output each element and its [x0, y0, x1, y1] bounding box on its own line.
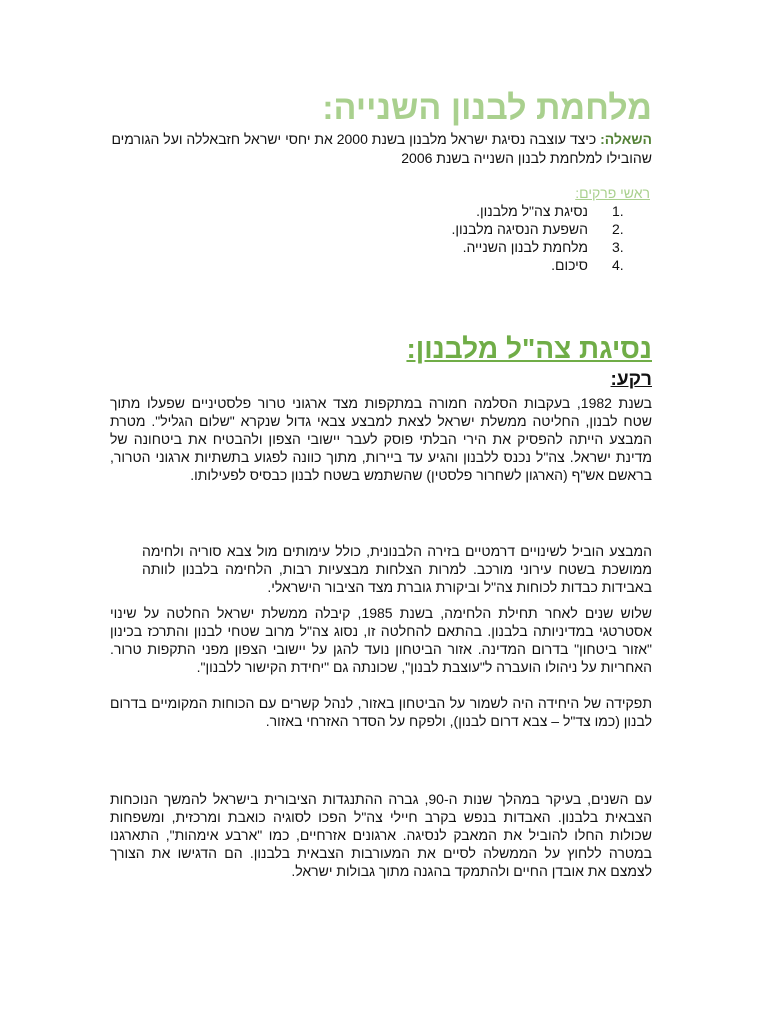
toc-title: ראשי פרקים:: [575, 185, 650, 201]
toc-item-label: סיכום.: [551, 257, 588, 273]
toc-item-number: 2.: [612, 221, 624, 237]
toc-item: [110, 238, 652, 256]
toc-item: [110, 256, 652, 274]
page-title: מלחמת לבנון השנייה:: [322, 89, 652, 127]
subsection-title: רקע:: [610, 369, 652, 390]
question-text: כיצד עוצבה נסיגת ישראל מלבנון בשנת 2000 את יחסי ישראל חזבאללה ועל הגורמים שהובילו למלחמת לבנון השנייה בשנת 2006: [111, 131, 652, 166]
question-label: השאלה:: [600, 131, 652, 147]
paragraph-background: בשנת 1982, בעקבות הסלמה חמורה במתקפות מצד ארגוני טרור פלסטיניים שפעלו מתוך שטח לבנון, החליטה ממשלת ישראל לצאת למבצע צבאי גדול שנקרא "שלום הגליל". מטרת המבצע הייתה להפסיק את הירי הבלתי פוסק לעבר יישובי הצפון ולהבטיח את ביטחונה של מדינת ישראל. צה"ל נכנס ללבנון והגיע עד ביירות, מתוך כוונה לפגוע בתשתיות ארגוני הטרור, בראשם אש"ף (הארגון לשחרור פלסטין) שהשתמש בשטח לבנון כבסיס לפעילותו.: [110, 395, 652, 483]
paragraph-security-zone: שלוש שנים לאחר תחילת הלחימה, בשנת 1985, קיבלה ממשלת ישראל החלטה על שינוי אסטרטגי במדיניותה בלבנון. בהתאם להחלטה זו, נסוג צה"ל מרוב שטחי לבנון והתרכז בכינון "אזור ביטחון" בדרום המדינה. אזור הביטחון נועד להגן על יישובי הצפון מפני התקפות טרור. האחריות על ניהולו הועברה ל"עוצבת לבנון", שכונתה גם "יחידת הקישור ללבנון".: [110, 605, 653, 675]
toc-item: [110, 220, 652, 238]
toc-item-number: 4.: [612, 257, 624, 273]
toc-item: [110, 202, 652, 220]
research-question: [110, 130, 652, 168]
toc-item-label: השפעת הנסיגה מלבנון.: [451, 221, 588, 237]
toc-item-label: מלחמת לבנון השנייה.: [462, 239, 588, 255]
paragraph-public-opposition: עם השנים, בעיקר במהלך שנות ה-90, גברה ההתנגדות הציבורית בישראל להמשך הנוכחות הצבאית בלבנון. האבדות בנפש בקרב חיילי צה"ל הפכו לסוגיה כואבת ומרכזית, ומשפחות שכולות החלו להוביל את המאבק לנסיגה. ארגונים אזרחיים, כמו "ארבע אימהות", התארגנו במטרה ללחוץ על הממשלה לסיים את המעורבות הצבאית בלבנון. הם הדגישו את הצורך לצמצם את אובדן החיים ולהתמקד בהגנה מתוך גבולות ישראל.: [110, 791, 652, 879]
toc-item-label: נסיגת צה"ל מלבנון.: [476, 203, 588, 219]
table-of-contents: [110, 202, 652, 274]
paragraph-unit-role: תפקידה של היחידה היה לשמור על הביטחון באזור, לנהל קשרים עם הכוחות המקומיים בדרום לבנון (כמו צד"ל – צבא דרום לבנון), ולפקח על הסדר האזרחי באזור.: [110, 695, 652, 729]
toc-item-number: 3.: [612, 239, 624, 255]
document-page: [110, 88, 653, 879]
toc-item-number: 1.: [612, 203, 624, 219]
section-title: נסיגת צה"ל מלבנון:: [406, 333, 652, 364]
paragraph-operation-impact: המבצע הוביל לשינויים דרמטיים בזירה הלבנונית, כולל עימותים מול צבא סוריה ולחימה ממושכת בשטח עירוני מורכב. למרות הצלחות מבצעיות רבות, הלחימה בלבנון לוותה באבידות כבדות לכוחות צה"ל וביקורת גוברת מצד הציבור הישראלי.: [142, 543, 652, 595]
